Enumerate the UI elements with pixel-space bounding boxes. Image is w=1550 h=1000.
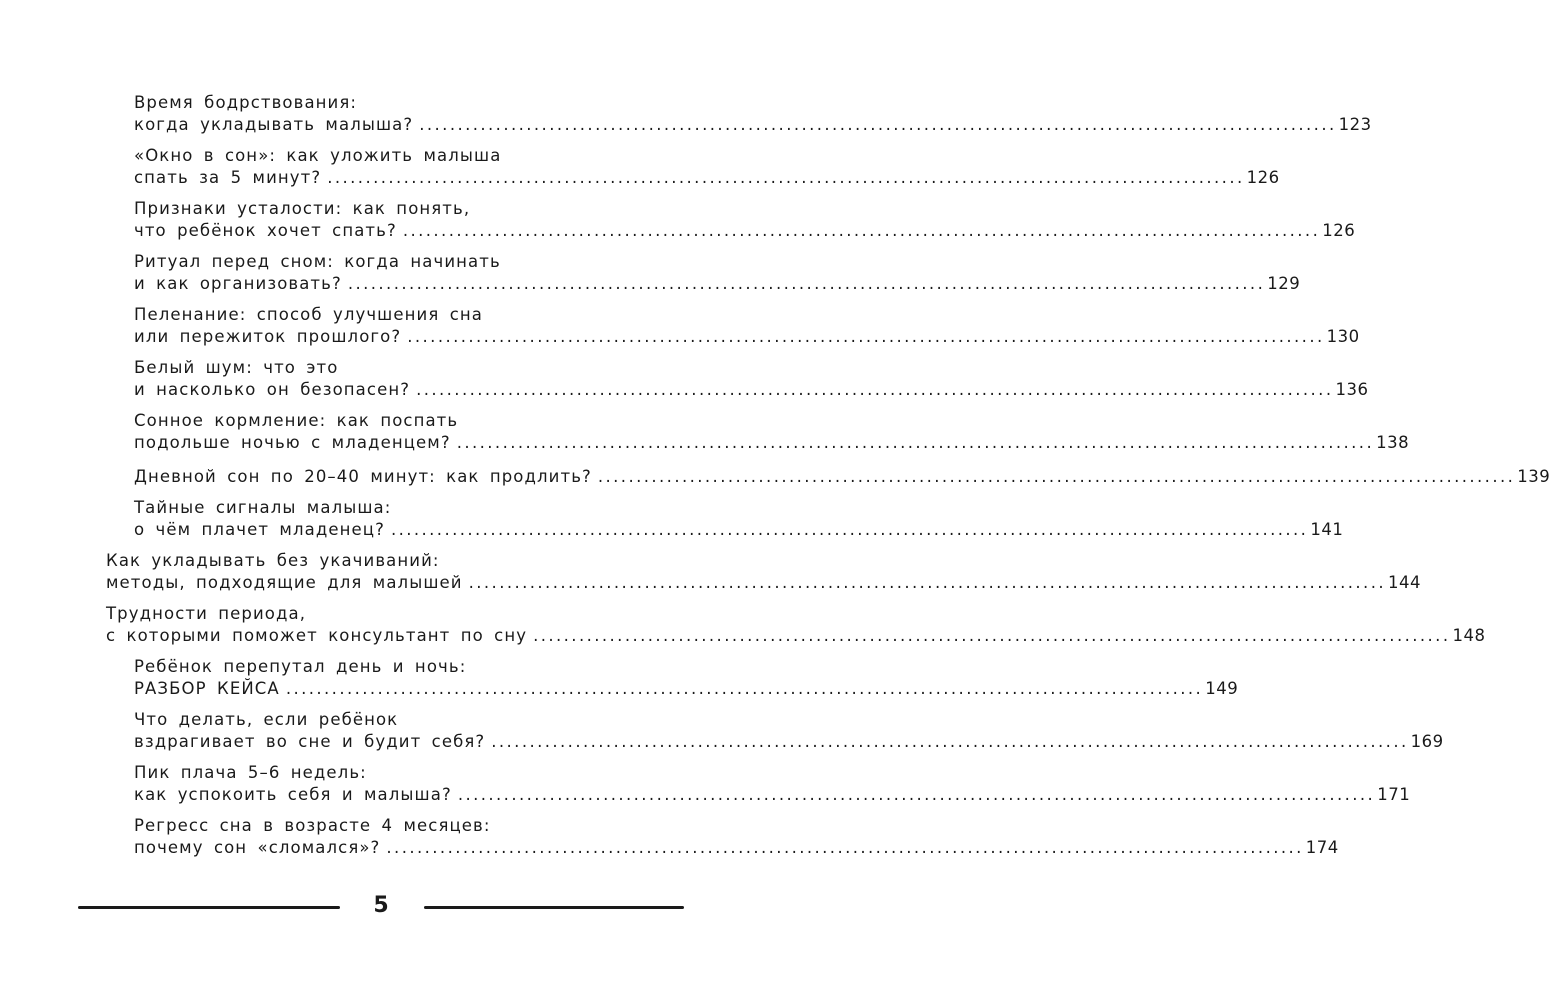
- toc-entry-title-end: с которыми поможет консультант по сну: [106, 626, 528, 645]
- toc-entry-leader-line: [134, 731, 1444, 753]
- toc-page-number: 138: [1376, 433, 1410, 452]
- toc-entry-title-line: Как укладывать без укачиваний:: [106, 551, 440, 570]
- toc-entry-title-line: Сонное кормление: как поспать: [134, 411, 459, 430]
- toc-entry-title-end: почему сон «сломался»?: [134, 838, 381, 857]
- dot-leader: ........................................................................................................................: [407, 327, 1325, 346]
- footer-rule-left: [78, 906, 340, 909]
- toc-entry-title-line: Ритуал перед сном: когда начинать: [134, 252, 501, 271]
- toc-entry-leader-line: [134, 167, 1280, 189]
- toc-page-number: 144: [1388, 573, 1421, 592]
- toc-entry: [106, 466, 1550, 488]
- toc-entry-title-end: как успокоить себя и малыша?: [134, 785, 452, 804]
- toc-entry-title-end: и как организовать?: [134, 274, 342, 293]
- toc-page-number: 129: [1267, 274, 1301, 293]
- toc-entry-title-line: Что делать, если ребёнок: [134, 710, 399, 729]
- dot-leader: ........................................................................................................................: [416, 380, 1334, 399]
- toc-entry-title-end: или пережиток прошлого?: [134, 327, 402, 346]
- toc-page-number: 174: [1305, 838, 1339, 857]
- dot-leader: ........................................................................................................................: [468, 573, 1386, 592]
- dot-leader: ........................................................................................................................: [419, 115, 1337, 134]
- toc-entry-title-line: Время бодрствования:: [134, 93, 358, 112]
- toc-entry-leader-line: [134, 519, 1344, 541]
- toc-entry-title-line: Ребёнок перепутал день и ночь:: [134, 657, 467, 676]
- toc-page-number: 126: [1246, 168, 1280, 187]
- toc-entry-leader-line: [134, 273, 1301, 295]
- dot-leader: ........................................................................................................................: [456, 433, 1375, 452]
- toc-page-number: 136: [1335, 380, 1369, 399]
- toc-page-number: 126: [1322, 221, 1356, 240]
- dot-leader: ........................................................................................................................: [491, 732, 1409, 751]
- toc-entry-title-line: Трудности периода,: [106, 604, 307, 623]
- toc-entry: [106, 304, 1360, 348]
- toc-entry: [106, 603, 1486, 647]
- toc-entry-leader-line: [106, 625, 1486, 647]
- toc-entry: [106, 357, 1369, 401]
- table-of-contents: [106, 92, 1550, 859]
- toc-entry: [106, 815, 1339, 859]
- toc-entry-title-line: Пеленание: способ улучшения сна: [134, 305, 483, 324]
- page-number: 5: [373, 893, 389, 918]
- dot-leader: ........................................................................................................................: [327, 168, 1245, 187]
- toc-entry-title-end: спать за 5 минут?: [134, 168, 322, 187]
- toc-entry-title-line: «Окно в сон»: как уложить малыша: [134, 146, 502, 165]
- dot-leader: ........................................................................................................................: [386, 838, 1304, 857]
- dot-leader: ........................................................................................................................: [402, 221, 1321, 240]
- toc-entry: [106, 410, 1410, 454]
- toc-entry-leader-line: [134, 220, 1356, 242]
- toc-entry: [106, 251, 1301, 295]
- toc-entry: [106, 550, 1421, 594]
- toc-entry-title-line: Белый шум: что это: [134, 358, 339, 377]
- toc-entry-leader-line: [134, 466, 1550, 488]
- toc-entry: [106, 709, 1444, 753]
- toc-entry-leader-line: [134, 837, 1339, 859]
- toc-entry-title-line: Пик плача 5–6 недель:: [134, 763, 367, 782]
- toc-entry-title-line: Регресс сна в возрасте 4 месяцев:: [134, 816, 491, 835]
- toc-page-number: 141: [1310, 520, 1344, 539]
- toc-entry: [106, 145, 1280, 189]
- toc-entry-title-end: и насколько он безопасен?: [134, 380, 411, 399]
- toc-page-number: 149: [1205, 679, 1239, 698]
- toc-entry-title-end: что ребёнок хочет спать?: [134, 221, 397, 240]
- toc-entry-leader-line: [134, 379, 1369, 401]
- dot-leader: ........................................................................................................................: [285, 679, 1204, 698]
- toc-page-number: 171: [1377, 785, 1411, 804]
- toc-entry-leader-line: [134, 432, 1410, 454]
- toc-page-number: 130: [1326, 327, 1360, 346]
- toc-entry-title-line: Признаки усталости: как понять,: [134, 199, 471, 218]
- dot-leader: ........................................................................................................................: [533, 626, 1451, 645]
- page-footer: [78, 893, 684, 923]
- dot-leader: ........................................................................................................................: [457, 785, 1376, 804]
- toc-entry: [106, 656, 1239, 700]
- toc-entry-leader-line: [134, 678, 1239, 700]
- toc-entry: [106, 198, 1356, 242]
- toc-entry-leader-line: [134, 326, 1360, 348]
- toc-entry: [106, 762, 1411, 806]
- toc-entry-title-line: Тайные сигналы малыша:: [134, 498, 392, 517]
- toc-entry-title-end: методы, подходящие для малышей: [106, 573, 463, 592]
- toc-entry-title-end: РАЗБОР КЕЙСА: [134, 679, 280, 698]
- toc-entry-leader-line: [106, 572, 1421, 594]
- toc-entry-title-end: вздрагивает во сне и будит себя?: [134, 732, 486, 751]
- toc-entry-title-end: подольше ночью с младенцем?: [134, 433, 451, 452]
- toc-entry-title-end: о чём плачет младенец?: [134, 520, 385, 539]
- footer-rule-right: [424, 906, 684, 909]
- toc-entry-leader-line: [134, 114, 1372, 136]
- toc-page-number: 148: [1452, 626, 1486, 645]
- toc-page-number: 123: [1338, 115, 1372, 134]
- toc-entry-title-end: когда укладывать малыша?: [134, 115, 414, 134]
- dot-leader: ........................................................................................................................: [597, 467, 1516, 486]
- toc-page-number: 169: [1410, 732, 1444, 751]
- toc-entry-title-end: Дневной сон по 20–40 минут: как продлить?: [134, 467, 592, 486]
- dot-leader: ........................................................................................................................: [347, 274, 1266, 293]
- toc-page-number: 139: [1517, 467, 1550, 486]
- toc-entry: [106, 497, 1344, 541]
- dot-leader: ........................................................................................................................: [390, 520, 1309, 539]
- toc-entry: [106, 92, 1372, 136]
- toc-entry-leader-line: [134, 784, 1411, 806]
